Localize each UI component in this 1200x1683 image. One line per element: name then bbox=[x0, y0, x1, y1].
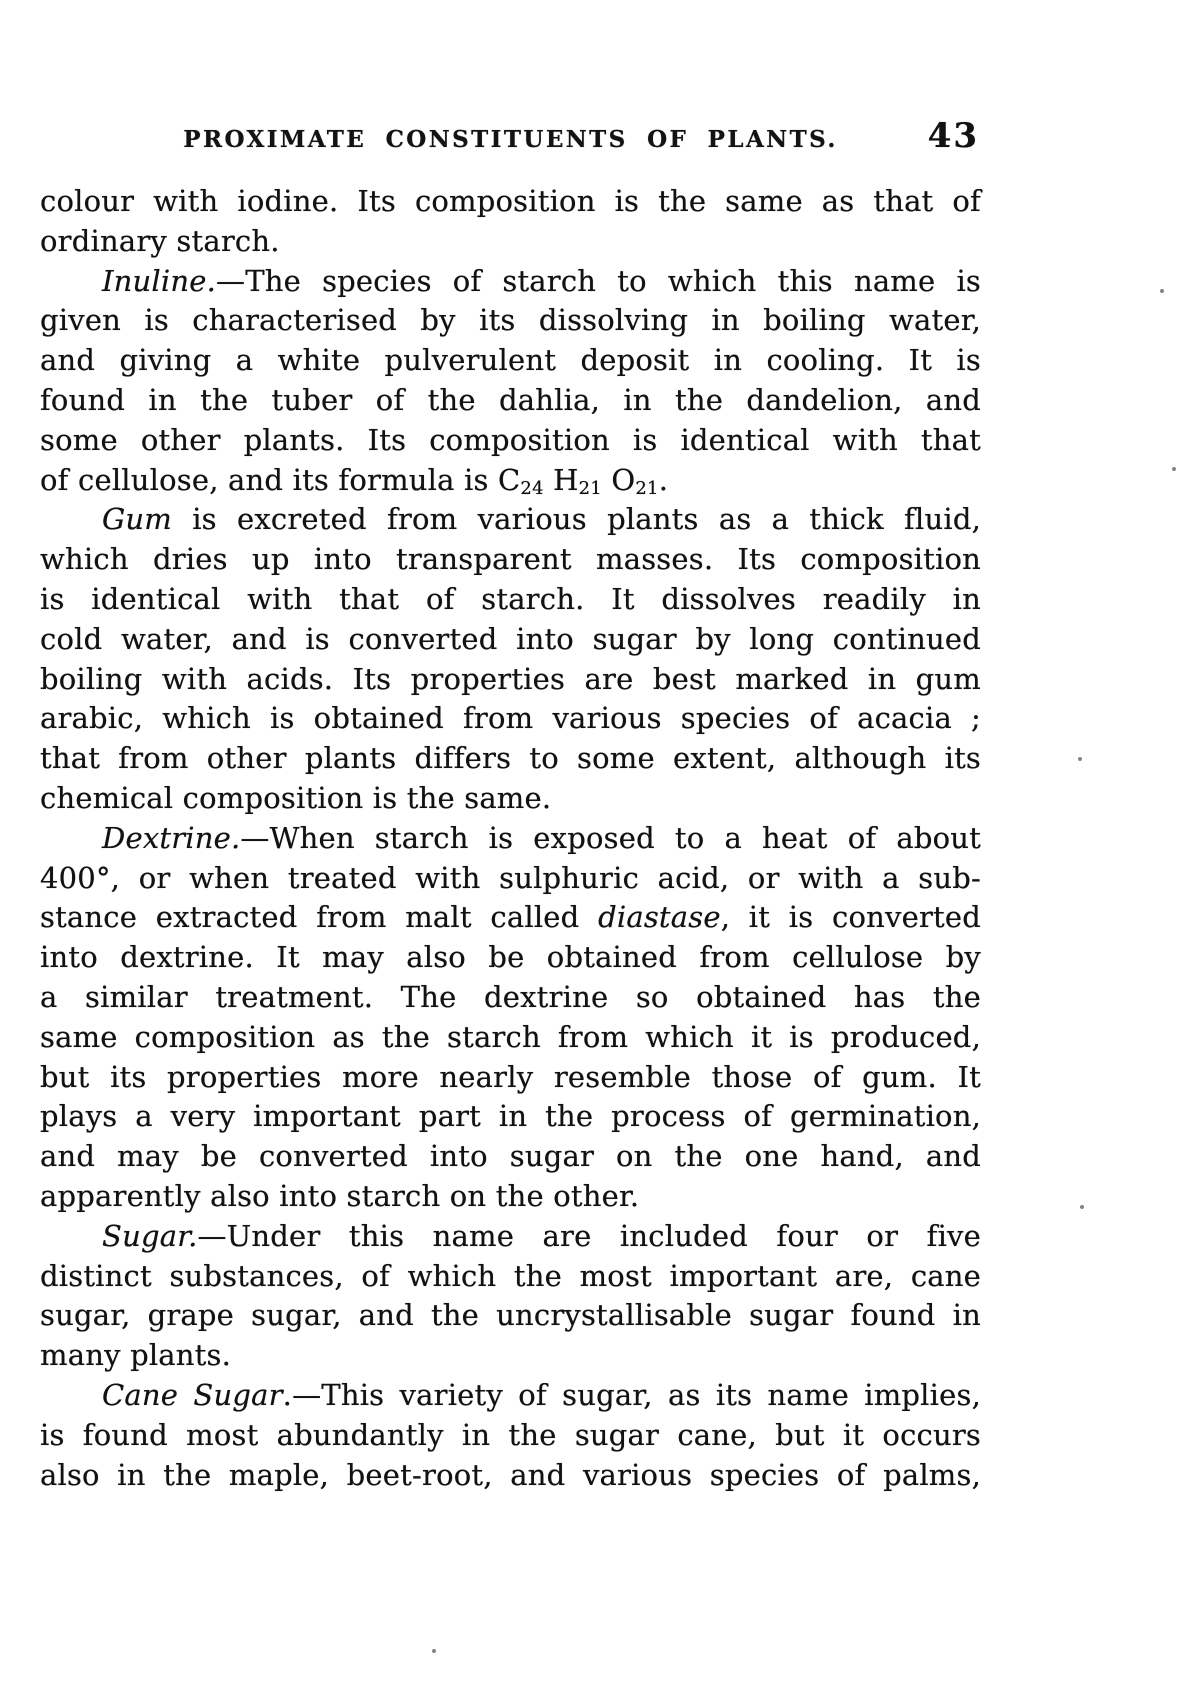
text-segment: that from other plants differs to some extent, although its bbox=[40, 741, 981, 776]
page-number: 43 bbox=[927, 116, 979, 156]
italic-term: Sugar. bbox=[102, 1218, 198, 1253]
text-line bbox=[40, 978, 981, 1018]
scan-speck bbox=[1078, 757, 1082, 761]
text-segment: boiling with acids. Its properties are best marked in gum bbox=[40, 661, 981, 696]
text-segment: arabic, which is obtained from various species of acacia ; bbox=[40, 701, 981, 736]
text-segment: O bbox=[601, 462, 636, 497]
text-line bbox=[40, 819, 981, 859]
scan-speck bbox=[432, 1649, 436, 1653]
text-segment: —The species of starch to which this name is bbox=[216, 263, 981, 298]
text-line bbox=[40, 301, 981, 341]
text-segment: —When starch is exposed to a heat of about bbox=[240, 820, 981, 855]
text-line bbox=[40, 1177, 981, 1217]
text-segment: some other plants. Its composition is identical with that bbox=[40, 422, 981, 457]
text-segment: H bbox=[543, 462, 579, 497]
text-segment: same composition as the starch from which it is produced, bbox=[40, 1019, 981, 1054]
text-line bbox=[40, 1336, 981, 1376]
text-line bbox=[40, 938, 981, 978]
text-segment: is identical with that of starch. It dissolves readily in bbox=[40, 581, 981, 616]
text-segment: apparently also into starch on the other. bbox=[40, 1178, 640, 1213]
text-line bbox=[40, 620, 981, 660]
formula-subscript: 21 bbox=[578, 477, 602, 499]
body-text bbox=[40, 182, 981, 1495]
text-line bbox=[40, 699, 981, 739]
text-segment: also in the maple, beet-root, and various species of palms, bbox=[40, 1457, 981, 1492]
text-segment: given is characterised by its dissolving in boiling water, bbox=[40, 303, 981, 338]
italic-term: diastase bbox=[598, 900, 721, 935]
text-line bbox=[40, 1296, 981, 1336]
italic-term: Cane Sugar bbox=[102, 1377, 283, 1412]
text-line bbox=[40, 341, 981, 381]
text-line bbox=[40, 1456, 981, 1496]
text-line bbox=[40, 580, 981, 620]
text-segment: which dries up into transparent masses. Its composition bbox=[40, 542, 981, 577]
text-segment: cold water, and is converted into sugar by long continued bbox=[40, 621, 981, 656]
scan-speck bbox=[1172, 467, 1176, 471]
text-line bbox=[40, 1097, 981, 1137]
page-header bbox=[40, 116, 981, 172]
text-line bbox=[40, 739, 981, 779]
text-segment: and giving a white pulverulent deposit in cooling. It is bbox=[40, 343, 981, 378]
text-segment: chemical composition is the same. bbox=[40, 780, 552, 815]
italic-term: Inuline. bbox=[102, 263, 217, 298]
text-segment: is excreted from various plants as a thick fluid, bbox=[171, 502, 981, 537]
text-line bbox=[40, 1416, 981, 1456]
text-line bbox=[40, 1018, 981, 1058]
text-segment: many plants. bbox=[40, 1338, 232, 1373]
formula-subscript: 21 bbox=[635, 477, 659, 499]
text-line bbox=[40, 1137, 981, 1177]
text-line bbox=[40, 421, 981, 461]
text-line bbox=[40, 898, 981, 938]
scan-speck bbox=[1080, 1205, 1084, 1209]
text-segment: colour with iodine. Its composition is the same as that of bbox=[40, 184, 981, 218]
text-line bbox=[40, 182, 981, 222]
text-line bbox=[40, 381, 981, 421]
text-segment: a similar treatment. The dextrine so obtained has the bbox=[40, 979, 981, 1014]
text-segment: and may be converted into sugar on the one hand, and bbox=[40, 1139, 981, 1174]
text-line bbox=[40, 461, 981, 501]
text-segment: —Under this name are included four or five bbox=[197, 1218, 981, 1253]
text-line bbox=[40, 1217, 981, 1257]
text-segment: . bbox=[658, 462, 669, 497]
text-segment: into dextrine. It may also be obtained from cellulose by bbox=[40, 940, 981, 975]
text-segment: is found most abundantly in the sugar cane, but it occurs bbox=[40, 1417, 981, 1452]
italic-term: Dextrine. bbox=[102, 820, 241, 855]
text-line bbox=[40, 859, 981, 899]
text-segment: distinct substances, of which the most important are, cane bbox=[40, 1258, 981, 1293]
running-title: PROXIMATE CONSTITUENTS OF PLANTS. bbox=[183, 126, 838, 153]
text-line bbox=[40, 779, 981, 819]
italic-term: Gum bbox=[102, 502, 172, 537]
scan-speck bbox=[1160, 289, 1164, 293]
text-segment: .—This variety of sugar, as its name implies, bbox=[282, 1377, 981, 1412]
text-line bbox=[40, 1376, 981, 1416]
text-segment: ordinary starch. bbox=[40, 223, 280, 258]
text-segment: plays a very important part in the process of germination, bbox=[40, 1099, 981, 1134]
text-segment: 400°, or when treated with sulphuric acid, or with a sub- bbox=[40, 860, 981, 895]
text-line bbox=[40, 262, 981, 302]
text-segment: , it is converted bbox=[720, 900, 981, 935]
text-segment: stance extracted from malt called bbox=[40, 900, 599, 935]
text-segment: found in the tuber of the dahlia, in the dandelion, and bbox=[40, 382, 981, 417]
text-line bbox=[40, 1058, 981, 1098]
text-line bbox=[40, 540, 981, 580]
text-segment: of cellulose, and its formula is C bbox=[40, 462, 521, 497]
text-line bbox=[40, 222, 981, 262]
text-segment: but its properties more nearly resemble those of gum. It bbox=[40, 1059, 981, 1094]
formula-subscript: 24 bbox=[520, 477, 544, 499]
text-segment: sugar, grape sugar, and the uncrystallisable sugar found in bbox=[40, 1298, 981, 1333]
text-line bbox=[40, 500, 981, 540]
text-line bbox=[40, 1257, 981, 1297]
text-line bbox=[40, 660, 981, 700]
